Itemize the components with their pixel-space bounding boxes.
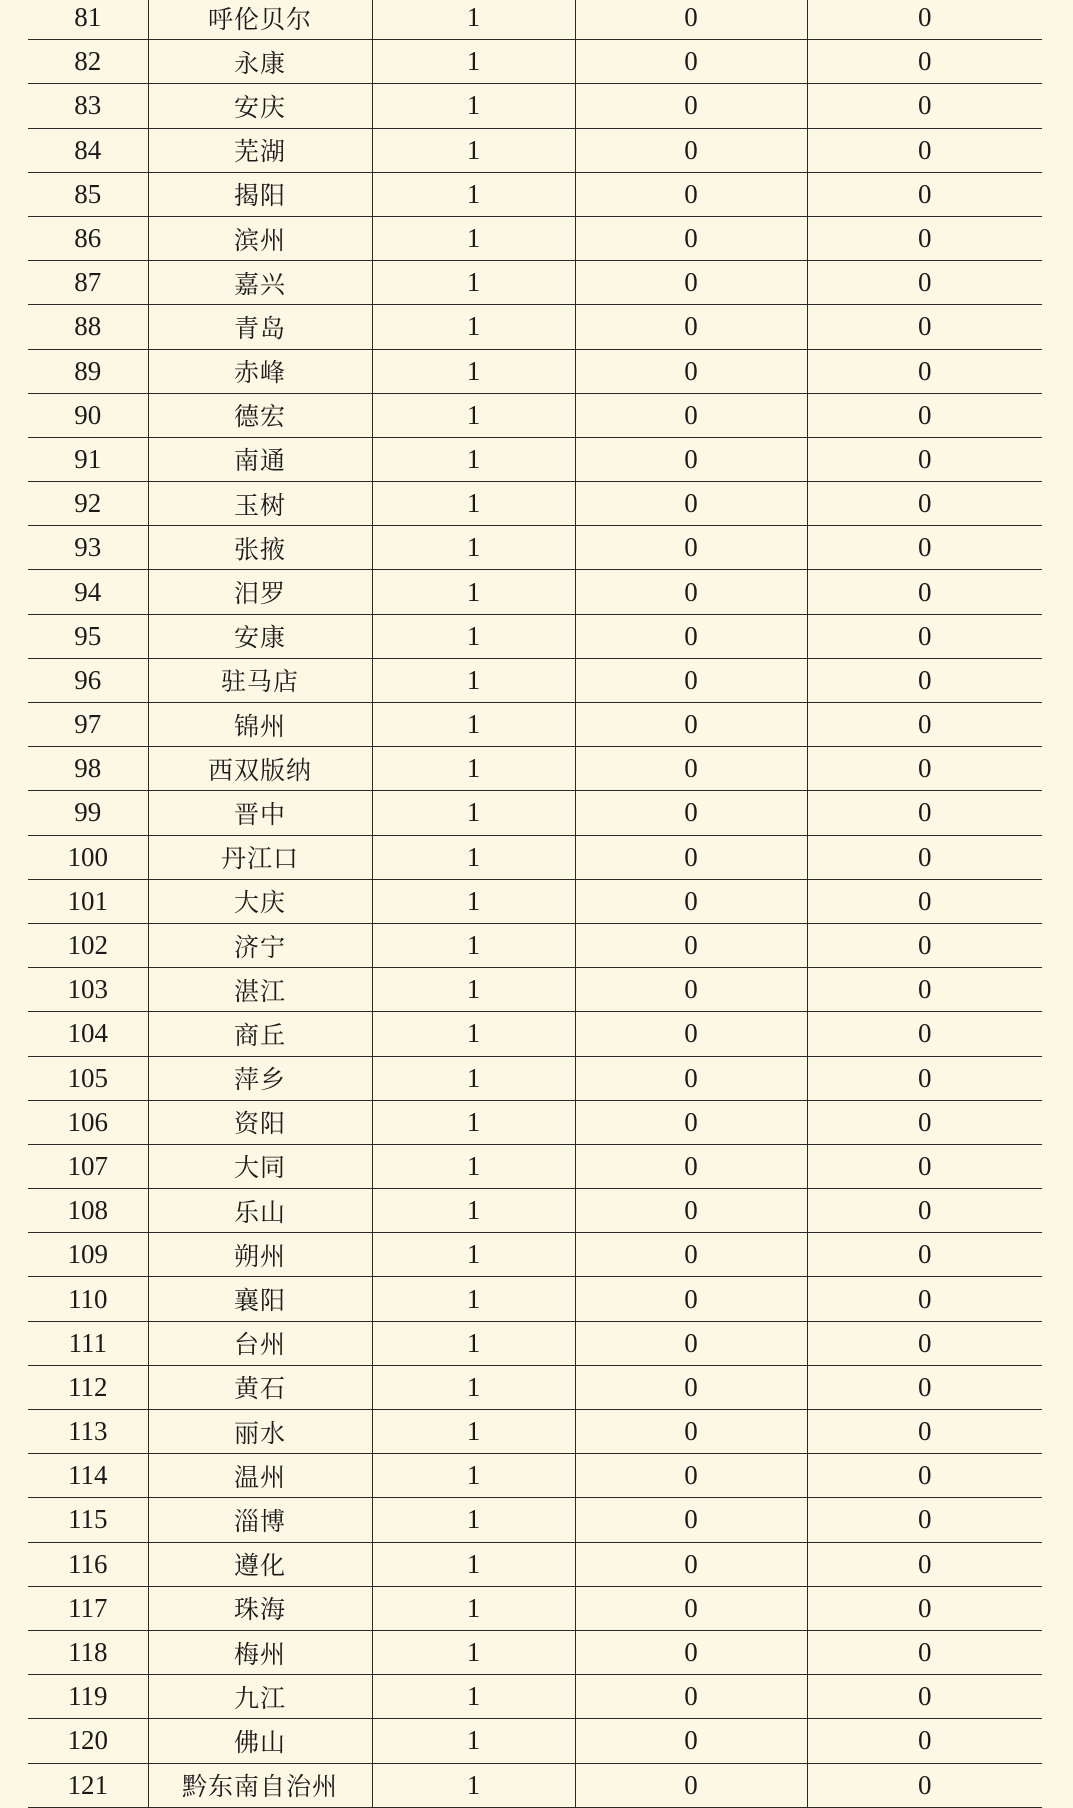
city-cell: 张掖: [148, 526, 372, 570]
value-cell-a: 1: [372, 172, 575, 216]
table-row: [28, 1675, 1042, 1719]
rank-cell: 101: [28, 879, 148, 923]
value-cell-c: 0: [807, 1277, 1042, 1321]
city-cell: 温州: [148, 1454, 372, 1498]
city-cell: 安康: [148, 614, 372, 658]
value-cell-b: 0: [575, 526, 807, 570]
value-cell-a: 1: [372, 261, 575, 305]
value-cell-b: 0: [575, 1498, 807, 1542]
rank-cell: 106: [28, 1100, 148, 1144]
city-cell: 济宁: [148, 923, 372, 967]
value-cell-b: 0: [575, 1144, 807, 1188]
value-cell-b: 0: [575, 1012, 807, 1056]
value-cell-a: 1: [372, 614, 575, 658]
table-row: [28, 1056, 1042, 1100]
rank-cell: 90: [28, 393, 148, 437]
value-cell-a: 1: [372, 791, 575, 835]
ranking-table-container: [28, 0, 1042, 1808]
table-row: [28, 0, 1042, 40]
rank-cell: 113: [28, 1410, 148, 1454]
rank-cell: 105: [28, 1056, 148, 1100]
value-cell-c: 0: [807, 437, 1042, 481]
value-cell-a: 1: [372, 1586, 575, 1630]
value-cell-a: 1: [372, 1454, 575, 1498]
rank-cell: 115: [28, 1498, 148, 1542]
value-cell-c: 0: [807, 1365, 1042, 1409]
value-cell-c: 0: [807, 261, 1042, 305]
table-row: [28, 349, 1042, 393]
value-cell-b: 0: [575, 923, 807, 967]
value-cell-c: 0: [807, 1498, 1042, 1542]
table-row: [28, 40, 1042, 84]
value-cell-a: 1: [372, 747, 575, 791]
table-row: [28, 570, 1042, 614]
value-cell-c: 0: [807, 349, 1042, 393]
value-cell-b: 0: [575, 1630, 807, 1674]
value-cell-b: 0: [575, 703, 807, 747]
table-row: [28, 658, 1042, 702]
rank-cell: 102: [28, 923, 148, 967]
value-cell-c: 0: [807, 658, 1042, 702]
rank-cell: 114: [28, 1454, 148, 1498]
value-cell-a: 1: [372, 1542, 575, 1586]
table-row: [28, 1233, 1042, 1277]
value-cell-a: 1: [372, 879, 575, 923]
rank-cell: 93: [28, 526, 148, 570]
table-row: [28, 1365, 1042, 1409]
table-row: [28, 923, 1042, 967]
value-cell-b: 0: [575, 1233, 807, 1277]
table-row: [28, 1189, 1042, 1233]
city-cell: 佛山: [148, 1719, 372, 1763]
value-cell-b: 0: [575, 1100, 807, 1144]
value-cell-c: 0: [807, 1012, 1042, 1056]
value-cell-c: 0: [807, 835, 1042, 879]
rank-cell: 94: [28, 570, 148, 614]
value-cell-a: 1: [372, 1144, 575, 1188]
value-cell-b: 0: [575, 1454, 807, 1498]
rank-cell: 108: [28, 1189, 148, 1233]
rank-cell: 92: [28, 482, 148, 526]
city-cell: 资阳: [148, 1100, 372, 1144]
value-cell-c: 0: [807, 1056, 1042, 1100]
value-cell-c: 0: [807, 791, 1042, 835]
value-cell-c: 0: [807, 747, 1042, 791]
value-cell-a: 1: [372, 305, 575, 349]
table-row: [28, 703, 1042, 747]
ranking-table: [28, 0, 1042, 1808]
table-row: [28, 261, 1042, 305]
rank-cell: 116: [28, 1542, 148, 1586]
value-cell-c: 0: [807, 968, 1042, 1012]
value-cell-b: 0: [575, 1189, 807, 1233]
rank-cell: 89: [28, 349, 148, 393]
value-cell-b: 0: [575, 482, 807, 526]
value-cell-a: 1: [372, 835, 575, 879]
value-cell-b: 0: [575, 835, 807, 879]
value-cell-a: 1: [372, 570, 575, 614]
value-cell-a: 1: [372, 1189, 575, 1233]
value-cell-b: 0: [575, 305, 807, 349]
table-row: [28, 393, 1042, 437]
rank-cell: 99: [28, 791, 148, 835]
rank-cell: 109: [28, 1233, 148, 1277]
value-cell-b: 0: [575, 1410, 807, 1454]
rank-cell: 100: [28, 835, 148, 879]
city-cell: 滨州: [148, 216, 372, 260]
value-cell-c: 0: [807, 526, 1042, 570]
value-cell-b: 0: [575, 393, 807, 437]
value-cell-c: 0: [807, 1100, 1042, 1144]
rank-cell: 91: [28, 437, 148, 481]
table-row: [28, 482, 1042, 526]
city-cell: 赤峰: [148, 349, 372, 393]
value-cell-a: 1: [372, 40, 575, 84]
rank-cell: 81: [28, 0, 148, 40]
value-cell-b: 0: [575, 968, 807, 1012]
city-cell: 西双版纳: [148, 747, 372, 791]
value-cell-c: 0: [807, 1630, 1042, 1674]
value-cell-a: 1: [372, 349, 575, 393]
table-row: [28, 216, 1042, 260]
value-cell-a: 1: [372, 1763, 575, 1807]
value-cell-a: 1: [372, 1056, 575, 1100]
value-cell-a: 1: [372, 1630, 575, 1674]
value-cell-a: 1: [372, 128, 575, 172]
rank-cell: 110: [28, 1277, 148, 1321]
value-cell-b: 0: [575, 172, 807, 216]
value-cell-c: 0: [807, 879, 1042, 923]
city-cell: 梅州: [148, 1630, 372, 1674]
city-cell: 揭阳: [148, 172, 372, 216]
rank-cell: 86: [28, 216, 148, 260]
value-cell-b: 0: [575, 1321, 807, 1365]
value-cell-b: 0: [575, 658, 807, 702]
value-cell-c: 0: [807, 393, 1042, 437]
city-cell: 锦州: [148, 703, 372, 747]
value-cell-a: 1: [372, 1100, 575, 1144]
value-cell-c: 0: [807, 128, 1042, 172]
city-cell: 黄石: [148, 1365, 372, 1409]
city-cell: 大同: [148, 1144, 372, 1188]
value-cell-c: 0: [807, 570, 1042, 614]
rank-cell: 118: [28, 1630, 148, 1674]
table-row: [28, 84, 1042, 128]
city-cell: 遵化: [148, 1542, 372, 1586]
value-cell-a: 1: [372, 1410, 575, 1454]
table-row: [28, 1321, 1042, 1365]
city-cell: 呼伦贝尔: [148, 0, 372, 40]
value-cell-a: 1: [372, 1498, 575, 1542]
value-cell-a: 1: [372, 526, 575, 570]
rank-cell: 119: [28, 1675, 148, 1719]
value-cell-c: 0: [807, 1321, 1042, 1365]
table-row: [28, 791, 1042, 835]
value-cell-a: 1: [372, 1365, 575, 1409]
table-row: [28, 614, 1042, 658]
city-cell: 丹江口: [148, 835, 372, 879]
table-row: [28, 1410, 1042, 1454]
value-cell-b: 0: [575, 84, 807, 128]
city-cell: 大庆: [148, 879, 372, 923]
value-cell-c: 0: [807, 482, 1042, 526]
rank-cell: 96: [28, 658, 148, 702]
rank-cell: 120: [28, 1719, 148, 1763]
city-cell: 襄阳: [148, 1277, 372, 1321]
value-cell-a: 1: [372, 482, 575, 526]
table-body: [28, 0, 1042, 1807]
value-cell-c: 0: [807, 703, 1042, 747]
value-cell-a: 1: [372, 1233, 575, 1277]
value-cell-c: 0: [807, 1542, 1042, 1586]
city-cell: 德宏: [148, 393, 372, 437]
rank-cell: 97: [28, 703, 148, 747]
table-row: [28, 1454, 1042, 1498]
value-cell-b: 0: [575, 791, 807, 835]
value-cell-b: 0: [575, 1277, 807, 1321]
table-row: [28, 1100, 1042, 1144]
value-cell-b: 0: [575, 879, 807, 923]
city-cell: 玉树: [148, 482, 372, 526]
value-cell-b: 0: [575, 216, 807, 260]
table-row: [28, 305, 1042, 349]
city-cell: 朔州: [148, 1233, 372, 1277]
table-row: [28, 1763, 1042, 1807]
value-cell-a: 1: [372, 923, 575, 967]
value-cell-b: 0: [575, 570, 807, 614]
value-cell-b: 0: [575, 349, 807, 393]
rank-cell: 84: [28, 128, 148, 172]
table-row: [28, 1542, 1042, 1586]
city-cell: 汨罗: [148, 570, 372, 614]
rank-cell: 103: [28, 968, 148, 1012]
city-cell: 永康: [148, 40, 372, 84]
value-cell-b: 0: [575, 40, 807, 84]
table-row: [28, 1630, 1042, 1674]
table-row: [28, 1719, 1042, 1763]
value-cell-a: 1: [372, 393, 575, 437]
table-row: [28, 1012, 1042, 1056]
rank-cell: 121: [28, 1763, 148, 1807]
value-cell-b: 0: [575, 261, 807, 305]
value-cell-c: 0: [807, 1763, 1042, 1807]
rank-cell: 98: [28, 747, 148, 791]
value-cell-c: 0: [807, 305, 1042, 349]
table-row: [28, 1277, 1042, 1321]
rank-cell: 83: [28, 84, 148, 128]
table-row: [28, 172, 1042, 216]
rank-cell: 95: [28, 614, 148, 658]
value-cell-c: 0: [807, 1410, 1042, 1454]
value-cell-b: 0: [575, 128, 807, 172]
rank-cell: 112: [28, 1365, 148, 1409]
table-row: [28, 747, 1042, 791]
value-cell-a: 1: [372, 1012, 575, 1056]
value-cell-b: 0: [575, 1675, 807, 1719]
value-cell-c: 0: [807, 1719, 1042, 1763]
city-cell: 芜湖: [148, 128, 372, 172]
rank-cell: 111: [28, 1321, 148, 1365]
value-cell-a: 1: [372, 437, 575, 481]
city-cell: 九江: [148, 1675, 372, 1719]
value-cell-c: 0: [807, 923, 1042, 967]
city-cell: 晋中: [148, 791, 372, 835]
value-cell-b: 0: [575, 1719, 807, 1763]
table-row: [28, 437, 1042, 481]
table-row: [28, 1498, 1042, 1542]
city-cell: 青岛: [148, 305, 372, 349]
value-cell-b: 0: [575, 1365, 807, 1409]
city-cell: 安庆: [148, 84, 372, 128]
value-cell-b: 0: [575, 1056, 807, 1100]
value-cell-a: 1: [372, 968, 575, 1012]
value-cell-b: 0: [575, 1586, 807, 1630]
value-cell-c: 0: [807, 1233, 1042, 1277]
city-cell: 乐山: [148, 1189, 372, 1233]
table-row: [28, 1144, 1042, 1188]
table-row: [28, 835, 1042, 879]
value-cell-b: 0: [575, 1763, 807, 1807]
value-cell-a: 1: [372, 658, 575, 702]
rank-cell: 107: [28, 1144, 148, 1188]
rank-cell: 85: [28, 172, 148, 216]
city-cell: 黔东南自治州: [148, 1763, 372, 1807]
city-cell: 驻马店: [148, 658, 372, 702]
rank-cell: 104: [28, 1012, 148, 1056]
value-cell-b: 0: [575, 747, 807, 791]
table-row: [28, 879, 1042, 923]
rank-cell: 82: [28, 40, 148, 84]
value-cell-c: 0: [807, 1454, 1042, 1498]
city-cell: 商丘: [148, 1012, 372, 1056]
value-cell-c: 0: [807, 614, 1042, 658]
value-cell-c: 0: [807, 1675, 1042, 1719]
rank-cell: 88: [28, 305, 148, 349]
value-cell-c: 0: [807, 172, 1042, 216]
city-cell: 湛江: [148, 968, 372, 1012]
value-cell-a: 1: [372, 84, 575, 128]
value-cell-a: 1: [372, 0, 575, 40]
value-cell-a: 1: [372, 703, 575, 747]
value-cell-a: 1: [372, 1277, 575, 1321]
value-cell-b: 0: [575, 614, 807, 658]
value-cell-a: 1: [372, 1675, 575, 1719]
value-cell-b: 0: [575, 0, 807, 40]
rank-cell: 87: [28, 261, 148, 305]
value-cell-a: 1: [372, 216, 575, 260]
value-cell-c: 0: [807, 1586, 1042, 1630]
value-cell-b: 0: [575, 1542, 807, 1586]
value-cell-c: 0: [807, 1144, 1042, 1188]
value-cell-b: 0: [575, 437, 807, 481]
value-cell-c: 0: [807, 40, 1042, 84]
city-cell: 南通: [148, 437, 372, 481]
city-cell: 珠海: [148, 1586, 372, 1630]
city-cell: 丽水: [148, 1410, 372, 1454]
value-cell-c: 0: [807, 0, 1042, 40]
value-cell-c: 0: [807, 1189, 1042, 1233]
city-cell: 萍乡: [148, 1056, 372, 1100]
table-row: [28, 128, 1042, 172]
value-cell-a: 1: [372, 1321, 575, 1365]
table-row: [28, 1586, 1042, 1630]
city-cell: 台州: [148, 1321, 372, 1365]
value-cell-a: 1: [372, 1719, 575, 1763]
table-row: [28, 968, 1042, 1012]
table-row: [28, 526, 1042, 570]
rank-cell: 117: [28, 1586, 148, 1630]
city-cell: 淄博: [148, 1498, 372, 1542]
value-cell-c: 0: [807, 216, 1042, 260]
city-cell: 嘉兴: [148, 261, 372, 305]
value-cell-c: 0: [807, 84, 1042, 128]
